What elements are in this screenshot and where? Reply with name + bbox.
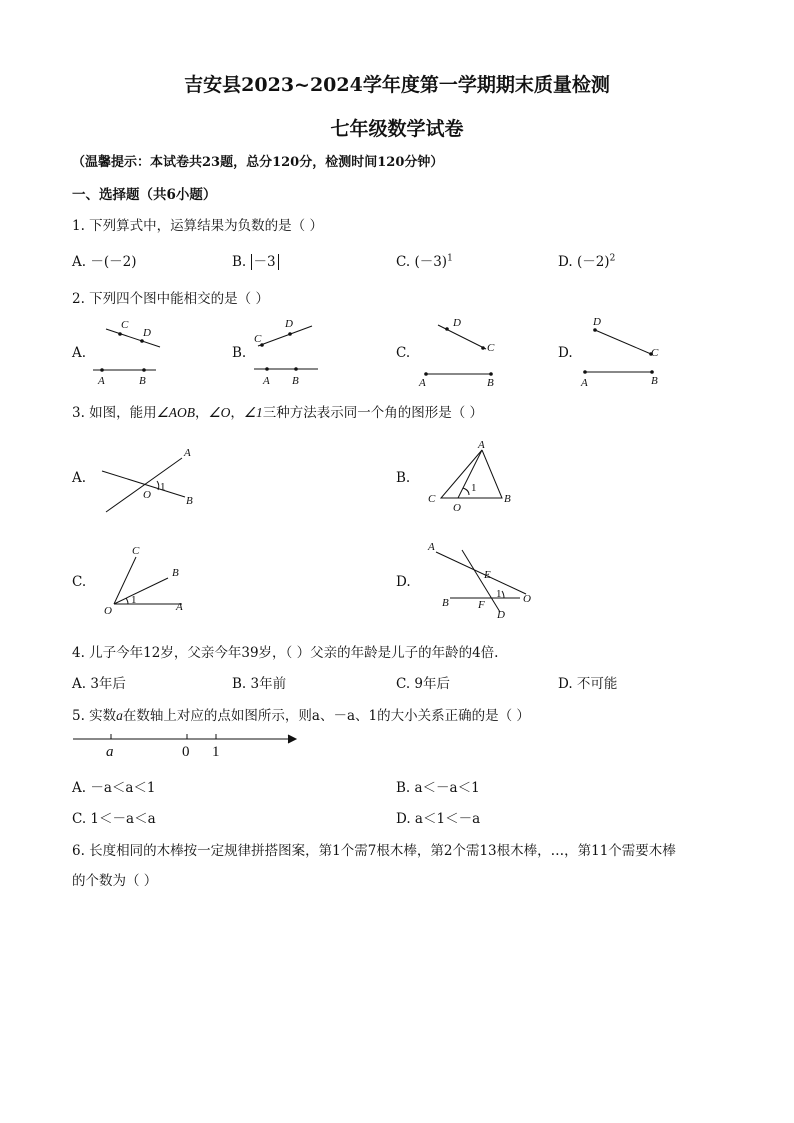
svg-text:O: O — [104, 605, 112, 617]
q2-figure-a — [88, 312, 168, 392]
q4-option-a: A. 3年后 — [72, 676, 126, 692]
q6-stem-line2: 的个数为（ ） — [72, 873, 158, 889]
q5-option-c: C. 1＜－a＜a — [72, 811, 156, 827]
svg-text:A: A — [428, 541, 435, 553]
q1-option-d-base: (－2) — [576, 254, 610, 270]
svg-text:D: D — [143, 327, 151, 339]
q4-option-c: C. 9年后 — [396, 676, 451, 692]
q3-figure-b — [420, 436, 530, 516]
q2-letter-a: A. — [72, 345, 87, 361]
q1-option-a: A. －(－2) — [72, 254, 137, 270]
q3-figure-c — [96, 540, 206, 620]
q1-option-c-letter: C. — [396, 254, 411, 270]
svg-text:O: O — [143, 489, 151, 501]
q4-stem: 4. 儿子今年12岁，父亲今年39岁，（ ）父亲的年龄是儿子的年龄的4倍. — [72, 645, 499, 661]
svg-text:O: O — [523, 593, 531, 605]
svg-text:C: C — [487, 342, 495, 354]
section-heading: 一、选择题（共6小题） — [72, 187, 217, 203]
q5-option-b: B. a＜－a＜1 — [396, 780, 480, 796]
svg-text:A: A — [98, 375, 105, 387]
q3-angle-o: ∠O — [208, 405, 231, 420]
q3-angle-aob: ∠AOB — [156, 405, 196, 420]
exam-hint: （温馨提示：本试卷共23题，总分120分，检测时间120分钟） — [72, 155, 444, 170]
q1-option-b-letter: B. — [232, 254, 247, 270]
q2-letter-b: B. — [232, 345, 247, 361]
svg-text:D: D — [453, 317, 461, 329]
svg-text:C: C — [132, 545, 140, 557]
q5-var: a — [116, 708, 123, 723]
svg-text:A: A — [263, 375, 270, 387]
q3-stem-post: 三种方法表示同一个角的图形是（ ） — [262, 405, 484, 421]
svg-text:B: B — [504, 493, 511, 505]
svg-text:E: E — [484, 569, 491, 581]
q1-option-c-exp: 1 — [447, 253, 453, 264]
q4-option-b: B. 3年前 — [232, 676, 287, 692]
svg-text:B: B — [487, 377, 494, 389]
q3-stem-pre: 3. 如图，能用 — [72, 405, 157, 421]
q2-figure-b — [250, 312, 330, 392]
q2-figure-c — [416, 312, 506, 392]
svg-text:1: 1 — [131, 594, 137, 606]
svg-text:A: A — [419, 377, 426, 389]
svg-text:D: D — [497, 609, 505, 620]
q1-option-d — [558, 250, 615, 270]
svg-text:O: O — [453, 502, 461, 514]
q3-angle-1: ∠1 — [243, 405, 263, 420]
svg-text:B: B — [442, 597, 449, 609]
svg-text:A: A — [176, 601, 183, 613]
svg-text:a: a — [106, 744, 114, 760]
q1-option-d-exp: 2 — [609, 253, 616, 264]
q3-figure-d — [420, 538, 540, 620]
q1-option-c-base: (－3) — [414, 254, 448, 270]
svg-text:1: 1 — [212, 744, 220, 760]
q1-option-a-pre: － — [90, 254, 104, 270]
exam-subtitle: 七年级数学试卷 — [330, 118, 464, 140]
q1-option-b — [232, 250, 279, 270]
exam-title: 吉安县2023~2024学年度第一学期期末质量检测 — [184, 74, 610, 96]
q5-stem — [72, 704, 530, 724]
q5-number-line — [70, 728, 310, 764]
q1-option-d-letter: D. — [558, 254, 573, 270]
svg-text:B: B — [292, 375, 299, 387]
svg-text:C: C — [121, 319, 129, 331]
q5-option-d: D. a＜1＜－a — [396, 811, 481, 827]
svg-text:F: F — [478, 599, 485, 611]
q3-sep1: ， — [195, 405, 209, 421]
svg-text:C: C — [254, 333, 262, 345]
q5-stem-pre: 5. 实数 — [72, 708, 117, 724]
svg-text:1: 1 — [471, 482, 477, 494]
svg-text:B: B — [186, 495, 193, 507]
svg-text:A: A — [581, 377, 588, 389]
svg-text:C: C — [651, 347, 659, 359]
svg-text:0: 0 — [182, 744, 190, 760]
svg-text:A: A — [478, 439, 485, 451]
svg-text:B: B — [172, 567, 179, 579]
q3-letter-c: C. — [72, 574, 87, 590]
q2-letter-c: C. — [396, 345, 411, 361]
q3-letter-b: B. — [396, 470, 411, 486]
svg-text:B: B — [651, 375, 658, 387]
svg-text:C: C — [428, 493, 436, 505]
q3-figure-a — [96, 440, 216, 520]
q1-option-c — [396, 250, 453, 270]
q4-option-d: D. 不可能 — [558, 676, 618, 692]
q2-stem: 2. 下列四个图中能相交的是（ ） — [72, 291, 269, 307]
q5-stem-post: 在数轴上对应的点如图所示，则a、－a、1的大小关系正确的是（ ） — [122, 708, 530, 724]
q2-figure-d — [578, 312, 668, 392]
q3-letter-d: D. — [396, 574, 411, 590]
q3-sep2: ， — [230, 405, 244, 421]
q3-letter-a: A. — [72, 470, 87, 486]
q5-option-a: A. －a＜a＜1 — [72, 780, 156, 796]
q6-stem-line1: 6. 长度相同的木棒按一定规律拼搭图案，第1个需7根木棒，第2个需13根木棒，…，第11个需要木棒 — [72, 843, 676, 859]
svg-text:1: 1 — [160, 481, 166, 493]
q1-option-b-inner: －3 — [251, 254, 279, 270]
q2-letter-d: D. — [558, 345, 573, 361]
svg-text:D: D — [593, 316, 601, 328]
q1-option-a-letter: A. — [72, 254, 87, 270]
svg-text:A: A — [184, 447, 191, 459]
svg-text:B: B — [139, 375, 146, 387]
svg-text:D: D — [285, 318, 293, 330]
q3-stem — [72, 401, 483, 421]
q1-stem: 1. 下列算式中，运算结果为负数的是（ ） — [72, 218, 323, 234]
svg-text:1: 1 — [496, 588, 502, 600]
q1-option-a-inner: －2 — [109, 254, 132, 270]
